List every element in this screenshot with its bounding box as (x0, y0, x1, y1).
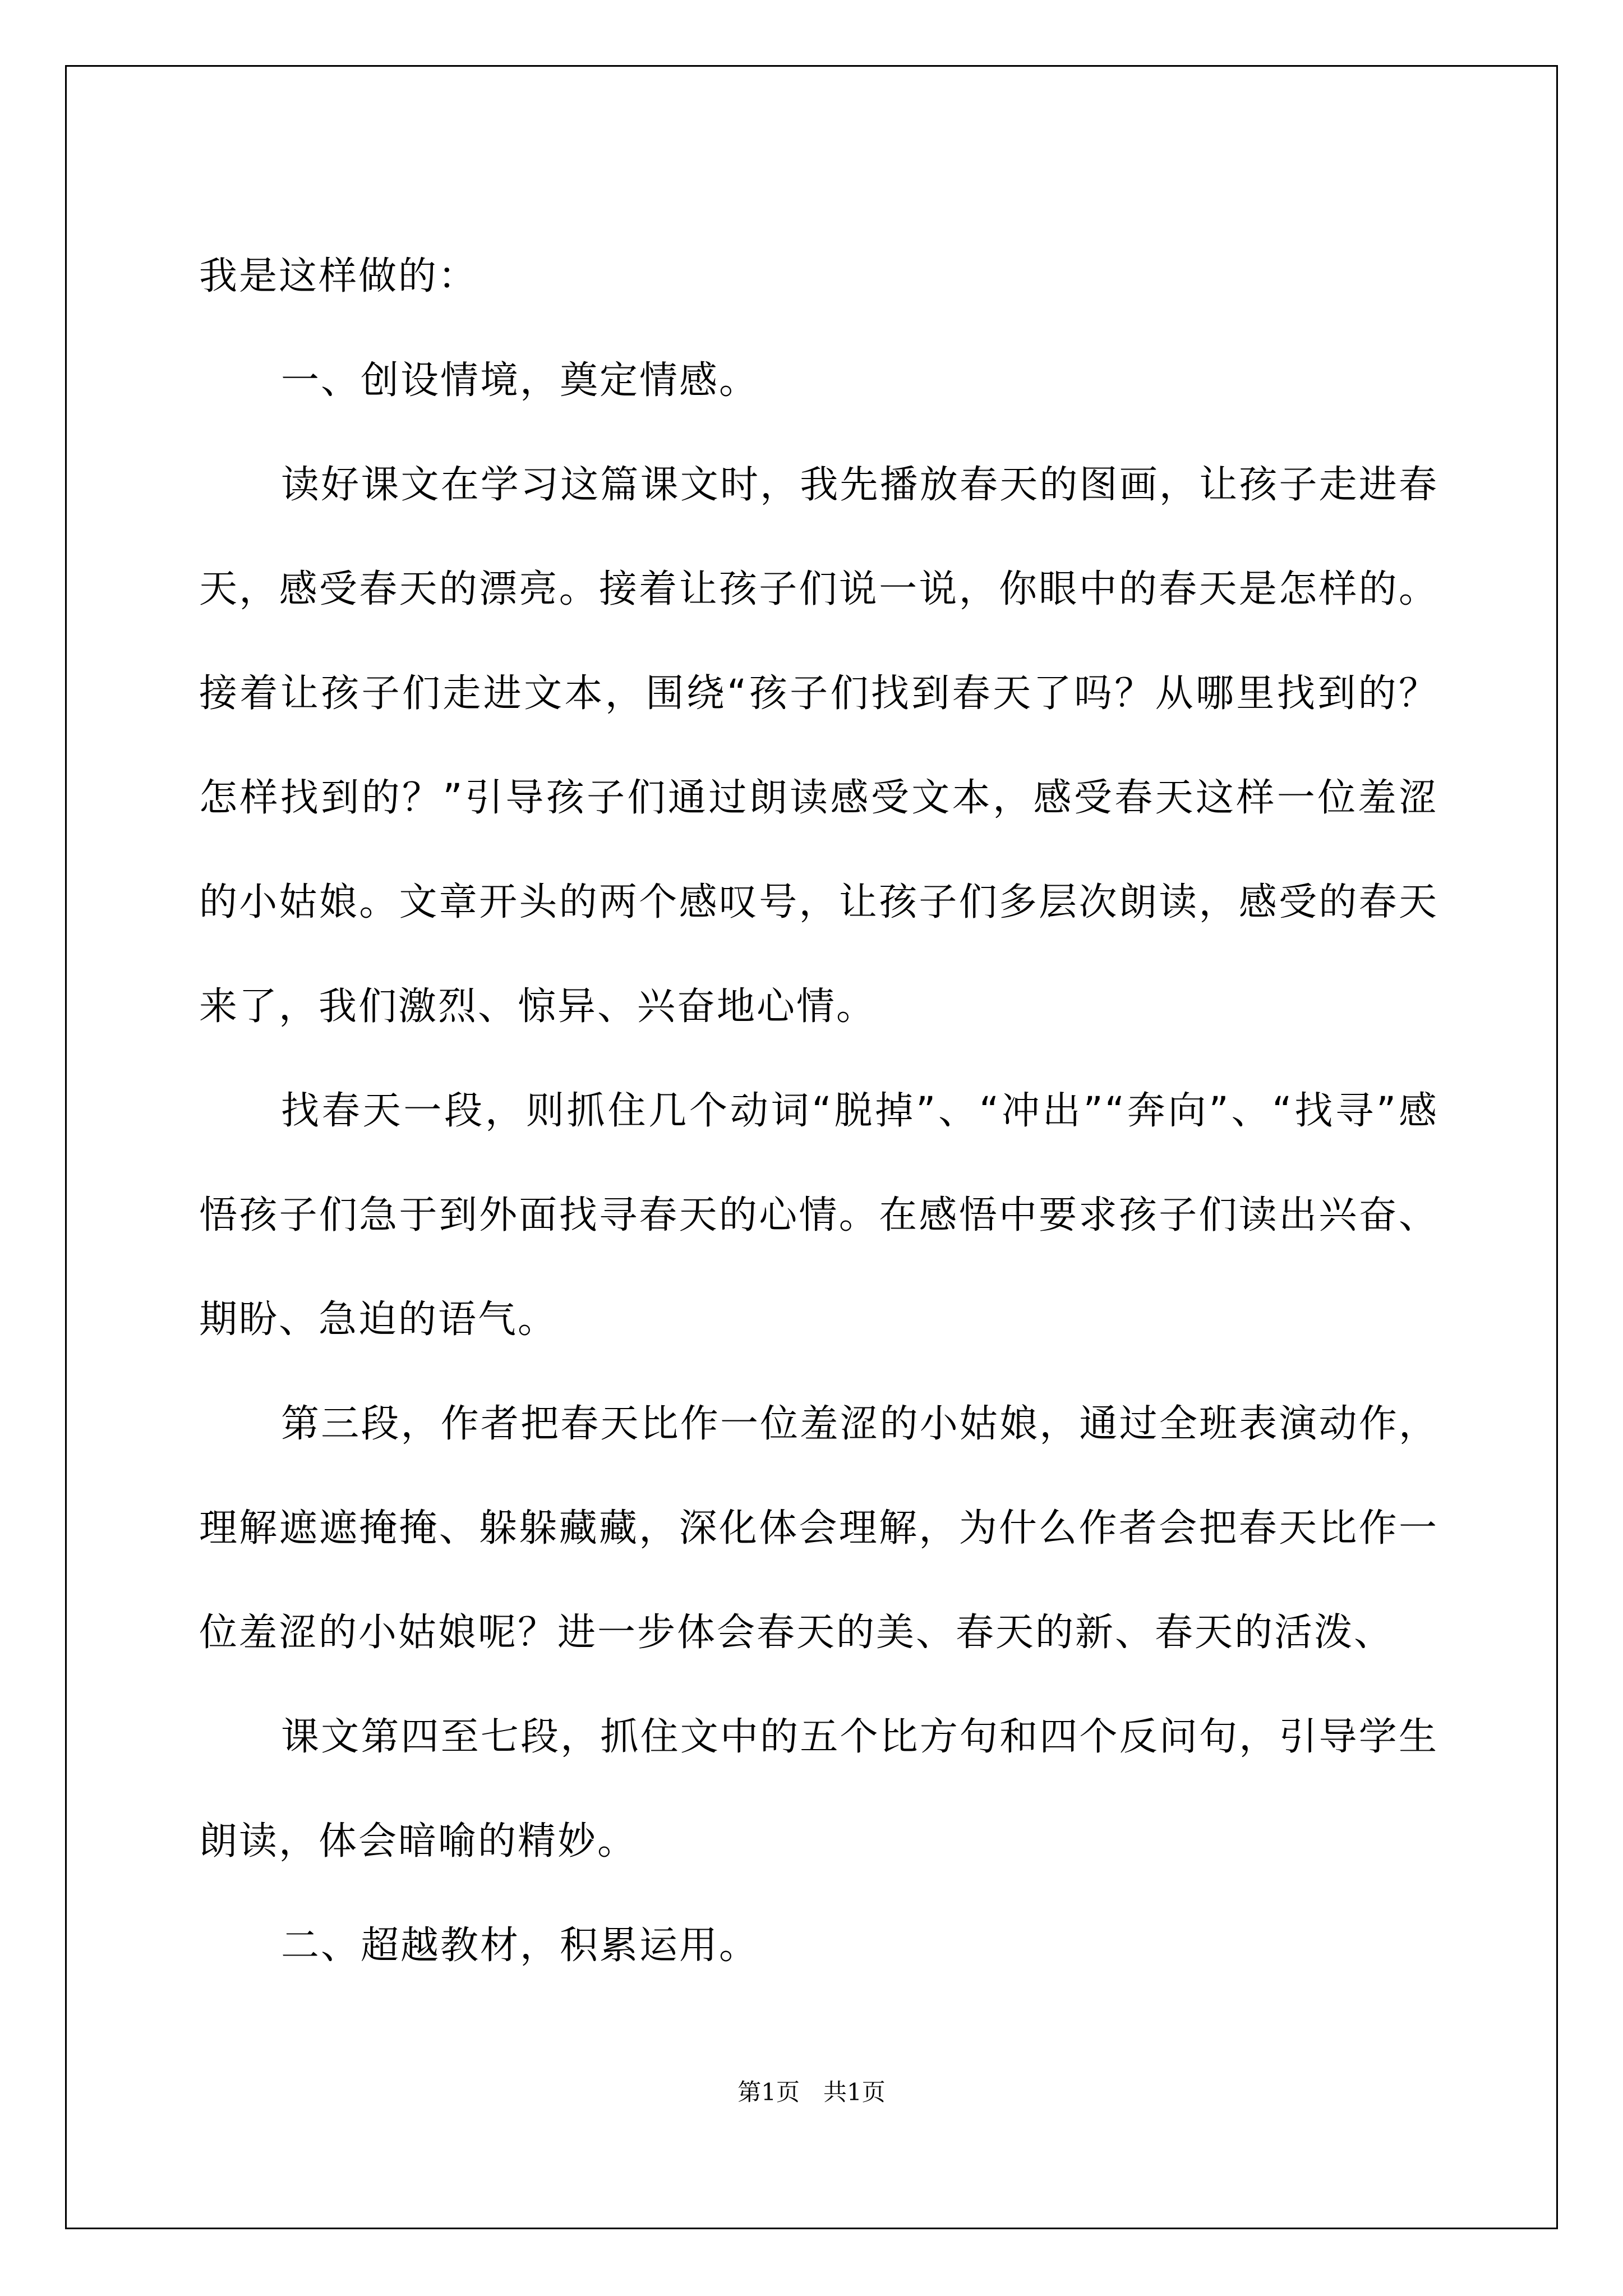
document-body (199, 224, 1438, 1998)
page-number: 第1页 共1页 (737, 2078, 886, 2106)
paragraph: 找春天一段，则抓住几个动词“脱掉”、“冲出”“奔向”、“找寻”感悟孩子们急于到外面找寻春天的心情。在感悟中要求孩子们读出兴奋、期盼、急迫的语气。 (199, 1089, 1438, 1342)
paragraph: 我是这样做的： (199, 254, 478, 298)
section-heading: 二、超越教材，积累运用。 (281, 1924, 759, 1968)
paragraph: 课文第四至七段，抓住文中的五个比方句和四个反问句，引导学生朗读，体会暗喻的精妙。 (199, 1715, 1438, 1864)
section-heading: 一、创设情境，奠定情感。 (281, 358, 759, 403)
paragraph: 第三段，作者把春天比作一位羞涩的小姑娘，通过全班表演动作，理解遮遮掩掩、躲躲藏藏，深化体会理解，为什么作者会把春天比作一位羞涩的小姑娘呢？进一步体会春天的美、春天的新、春天的活泼、 (199, 1402, 1438, 1655)
paragraph: 读好课文在学习这篇课文时，我先播放春天的图画，让孩子走进春天，感受春天的漂亮。接着让孩子们说一说，你眼中的春天是怎样的。接着让孩子们走进文本，围绕“孩子们找到春天了吗？从哪里找到的？怎样找到的？”引导孩子们通过朗读感受文本，感受春天这样一位羞涩的小姑娘。文章开头的两个感叹号，让孩子们多层次朗读，感受的春天来了，我们激烈、惊异、兴奋地心情。 (199, 463, 1438, 1029)
